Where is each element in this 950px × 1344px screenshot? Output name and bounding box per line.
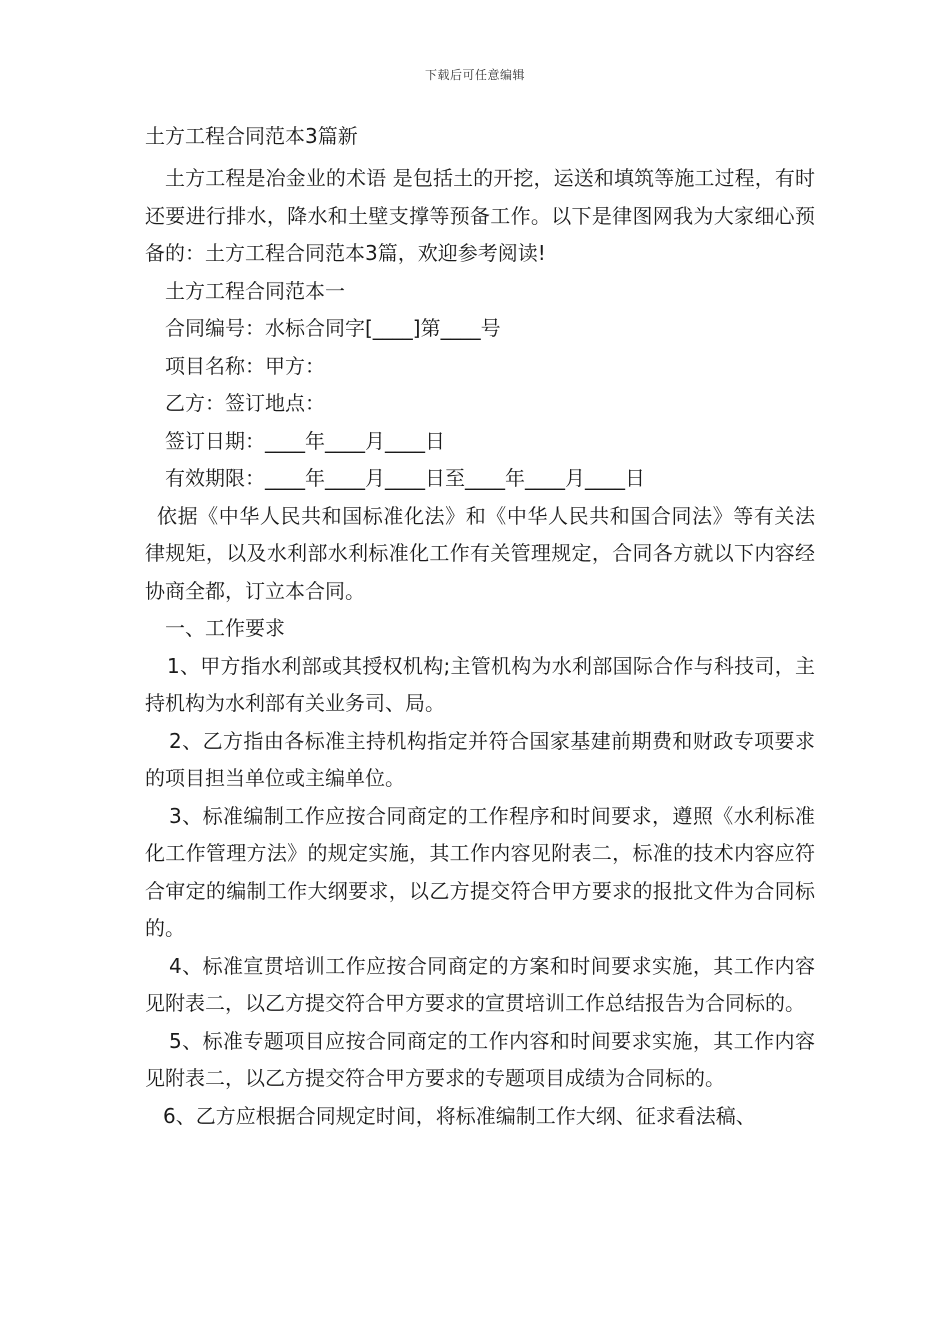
document-title: 土方工程合同范本3篇新: [145, 124, 358, 148]
clause-6: 6、乙方应根据合同规定时间，将标准编制工作大纲、征求看法稿、: [163, 1103, 756, 1128]
document-body: [145, 160, 815, 1135]
clause-2: 2、乙方指由各标准主持机构指定并符合国家基建前期费和财政专项要求的项目担当单位或主编单位。: [145, 728, 815, 790]
clause-4: 4、标准宣贯培训工作应按合同商定的方案和时间要求实施，其工作内容见附表二，以乙方提交符合甲方要求的宣贯培训工作总结报告为合同标的。: [145, 953, 815, 1015]
contract-number-line: 合同编号：水标合同字[____]第____号: [165, 316, 501, 340]
clause-3: 3、标准编制工作应按合同商定的工作程序和时间要求，遵照《水利标准化工作管理方法》的规定实施，其工作内容见附表二，标准的技术内容应符合审定的编制工作大纲要求，以乙方提交符合甲方要求的报批文件为合同标的。: [145, 803, 815, 940]
party-b-line: 乙方：签订地点：: [165, 391, 325, 415]
intro-paragraph: 土方工程是冶金业的术语 是包括土的开挖，运送和填筑等施工过程，有时还要进行排水，降水和土壁支撑等预备工作。以下是律图网我为大家细心预备的：土方工程合同范本3篇，欢迎参考阅读!: [145, 166, 815, 265]
project-name-line: 项目名称：甲方：: [165, 353, 325, 378]
signing-date-line: 签订日期：____年____月____日: [165, 428, 445, 453]
clause-5: 5、标准专题项目应按合同商定的工作内容和时间要求实施，其工作内容见附表二，以乙方提交符合甲方要求的专题项目成绩为合同标的。: [145, 1028, 815, 1090]
work-requirements-heading: 一、工作要求: [165, 616, 285, 640]
section-heading: 土方工程合同范本一: [165, 278, 345, 303]
header-note: 下载后可任意编辑: [424, 68, 525, 82]
legal-basis-paragraph: 依据《中华人民共和国标准化法》和《中华人民共和国合同法》等有关法律规矩，以及水利部水利标准化工作有关管理规定，合同各方就以下内容经协商全都，订立本合同。: [145, 503, 815, 603]
validity-period-line: 有效期限：____年____月____日至____年____月____日: [165, 466, 645, 490]
clause-1: 1、甲方指水利部或其授权机构;主管机构为水利部国际合作与科技司，主持机构为水利部有关业务司、局。: [145, 653, 815, 715]
